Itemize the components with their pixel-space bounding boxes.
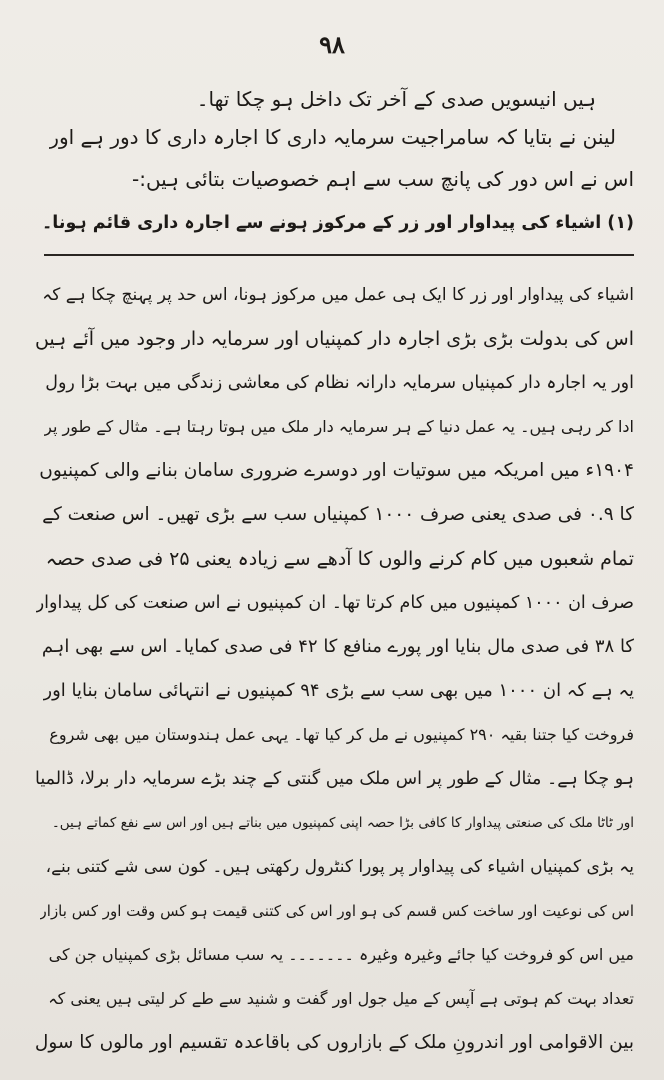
body-line: یہ بڑی کمپنیاں اشیاء کی پیداوار پر پورا کنٹرول رکھتی ہیں۔ کون سی شے کتنی بنے،: [45, 857, 634, 877]
section-divider: [44, 254, 634, 256]
intro-line-2: لینن نے بتایا کہ سامراجیت سرمایہ داری کا اجارہ داری کا دور ہے اور: [49, 125, 616, 149]
body-line: ہو چکا ہے۔ مثال کے طور پر اس ملک میں گنتی کے چند بڑے سرمایہ دار برلا، ڈالمیا: [35, 769, 634, 789]
body-line: بین الاقوامی اور اندرونِ ملک کے بازاروں کی باقاعدہ تقسیم اور مالوں کا سول: [34, 1032, 634, 1053]
body-line: ادا کر رہی ہیں۔ یہ عمل دنیا کے ہر سرمایہ دار ملک میں ہوتا رہتا ہے۔ مثال کے طور پر: [44, 417, 634, 436]
body-line: اور ٹاٹا ملک کی صنعتی پیداوار کا کافی بڑا حصہ اپنی کمپنیوں میں بناتے ہیں اور اس سے نفع کماتے ہیں۔: [51, 815, 634, 831]
intro-line-3: اس نے اس دور کی پانچ سب سے اہم خصوصیات بتائی ہیں:-: [131, 167, 634, 191]
body-line: ۱۹۰۴ء میں امریکہ میں سوتیات اور دوسرے ضروری سامان بنانے والی کمپنیوں: [39, 460, 634, 481]
body-line: تمام شعبوں میں کام کرنے والوں کا آدھے سے زیادہ یعنی ۲۵ فی صدی حصہ: [45, 548, 634, 570]
body-line: کا ۰.۹ فی صدی یعنی صرف ۱۰۰۰ کمپنیاں سب سے بڑی تھیں۔ اس صنعت کے: [42, 504, 634, 525]
numbered-point-1: (۱) اشیاء کی پیداوار اور زر کے مرکوز ہونے سے اجارہ داری قائم ہونا۔: [42, 213, 634, 233]
body-line: اس کی نوعیت اور ساخت کس قسم کی ہو اور اس کی کتنی قیمت ہو کس وقت اور کس بازار: [39, 902, 634, 920]
body-line: کا ۳۸ فی صدی مال بنایا اور پورے منافع کا ۴۲ فی صدی کمایا۔ اس سے بھی اہم: [41, 636, 634, 657]
body-line: فروخت کیا جتنا بقیہ ۲۹۰ کمپنیوں نے مل کر کیا تھا۔ یہی عمل ہندوستان میں بھی شروع: [49, 725, 634, 744]
body-line: اس کی بدولت بڑی بڑی اجارہ دار کمپنیاں اور سرمایہ دار وجود میں آئے ہیں: [34, 328, 634, 350]
body-line: صرف ان ۱۰۰۰ کمپنیوں میں کام کرتا تھا۔ ان کمپنیوں نے اس صنعت کی کل پیداوار: [35, 593, 634, 613]
body-line: اور یہ اجارہ دار کمپنیاں سرمایہ دارانہ نظام کی معاشی زندگی میں بہت بڑا رول: [45, 373, 634, 393]
page-number: ۹۸: [319, 30, 345, 59]
body-line: میں اس کو فروخت کیا جائے وغیرہ وغیرہ ۔۔۔۔۔۔۔ یہ سب مسائل بڑی کمپنیاں جن کی: [48, 945, 634, 964]
body-line: تعداد بہت کم ہوتی ہے آپس کے میل جول اور گفت و شنید سے طے کر لیتی ہیں یعنی کہ: [48, 989, 634, 1008]
body-line: اشیاء کی پیداوار اور زر کا ایک ہی عمل میں مرکوز ہونا، اس حد پر پہنچ چکا ہے کہ: [42, 285, 634, 305]
intro-line-1: ہیں انیسویں صدی کے آخر تک داخل ہو چکا تھا۔: [196, 87, 596, 111]
body-line: یہ ہے کہ ان ۱۰۰۰ میں بھی سب سے بڑی ۹۴ کمپنیوں نے انتہائی سامان بنایا اور: [43, 680, 634, 701]
